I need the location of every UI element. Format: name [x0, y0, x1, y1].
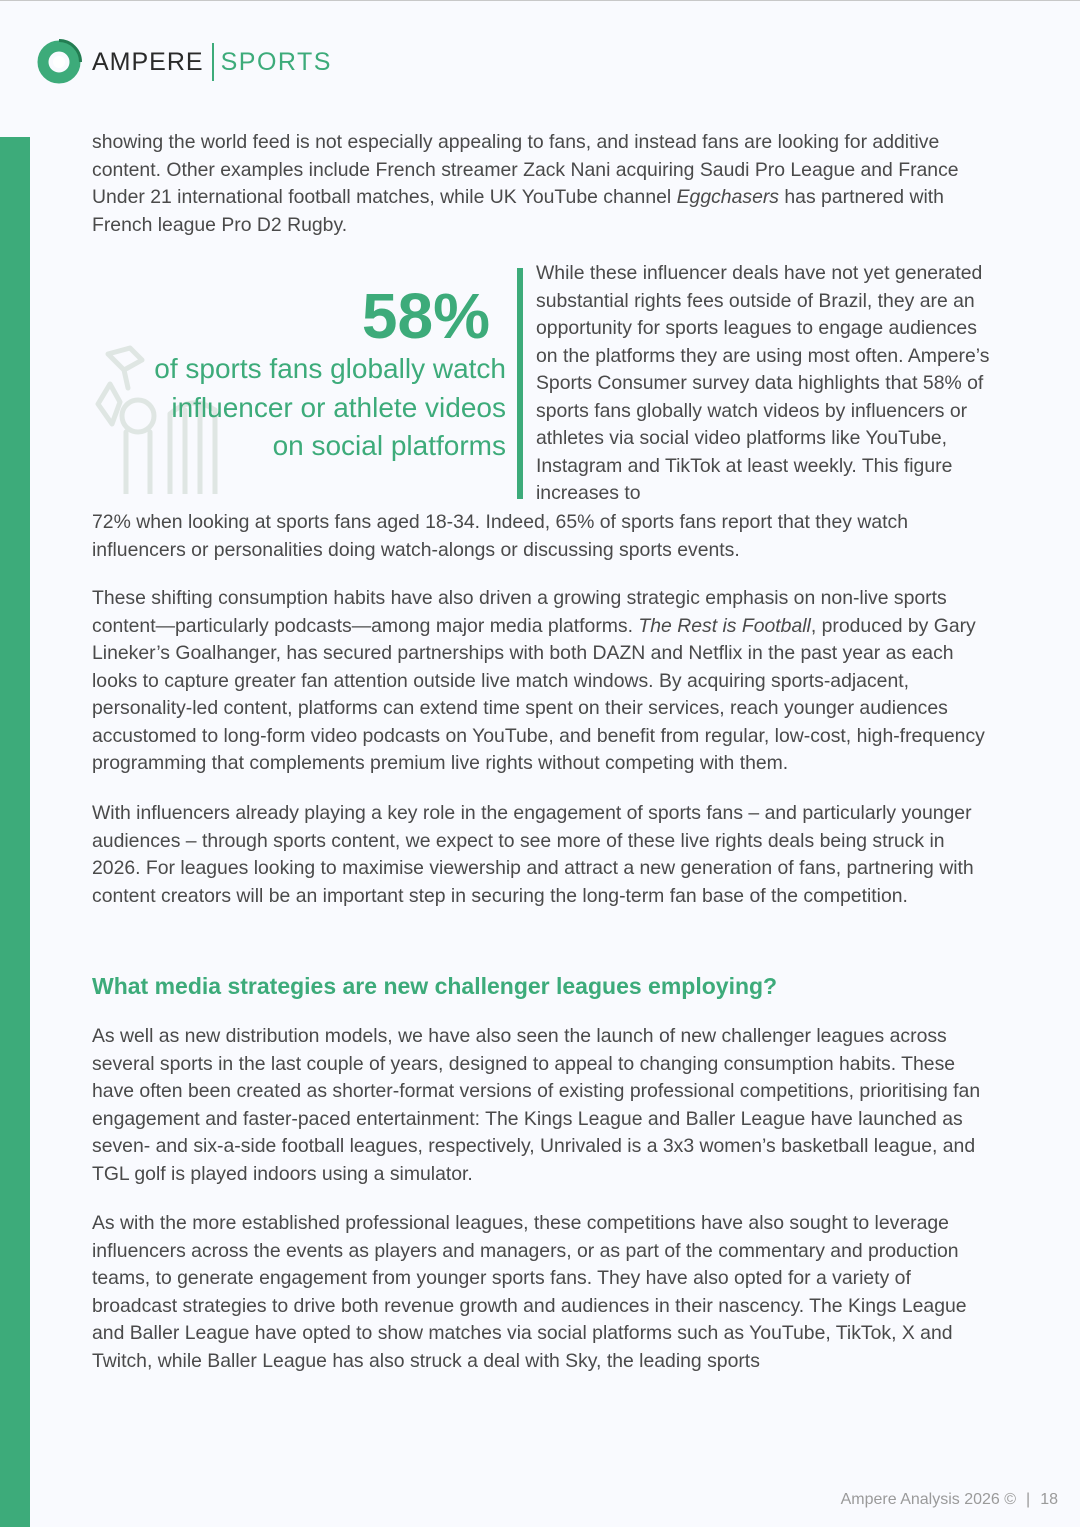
footer-copyright: Ampere Analysis 2026 © [840, 1491, 1017, 1508]
podcasts-italic-title: The Rest is Football [638, 614, 811, 637]
intro-paragraph [92, 129, 992, 239]
section-heading: What media strategies are new challenger leagues employing? [92, 973, 778, 999]
intro-italic-channel: Eggchasers [676, 186, 780, 208]
podcasts-text-after: , produced by Gary Lineker’s Goalhanger, has secured partnerships with both DAZN and Netflix in the past year as each looks to capture greater fan attention outside live match windows. By acquiring sports-adjacent, personality-led content, platforms can extend time spent on their services, reach younger audiences accustomed to long-form video podcasts on YouTube, and benefit from regular, low-cost, high-frequency programming that complements premium live rights without competing with them. [92, 614, 985, 774]
page-number: 18 [1040, 1491, 1058, 1508]
side-paragraph: While these influencer deals have not yet generated substantial rights fees outside of Brazil, they are an opportunity for sports leagues to engage audiences on the platforms they are using most often. Ampere’s Sports Consumer survey data highlights that 58% of sports fans globally watch videos by influencers or athletes via social video platforms like YouTube, Instagram and TikTok at least weekly. This figure increases to [536, 262, 990, 504]
brand-name-sports: SPORTS [220, 47, 332, 76]
top-border [0, 0, 1080, 1]
ampere-ring-logo-icon [36, 39, 82, 85]
side-paragraph-continuation: 72% when looking at sports fans aged 18-34. Indeed, 65% of sports fans report that they watch influencers or personalities doing watch-alongs or discussing sports events. [92, 511, 908, 561]
footer-separator: | [1026, 1491, 1031, 1508]
stat-description-line-3: on social platforms [272, 430, 506, 461]
podcasts-text-before: These shifting consumption habits have also driven a growing strategic emphasis on non-live sports content—particularly podcasts—among major media platforms. [92, 587, 947, 637]
stat-description [86, 350, 506, 466]
stat-callout [86, 262, 510, 502]
ampere-sports-logo [36, 38, 332, 86]
brand-separator [212, 43, 214, 81]
stat-description-line-1: of sports fans globally watch [154, 353, 506, 384]
left-accent-bar [0, 137, 30, 1527]
podcasts-paragraph [92, 585, 992, 778]
stat-description-line-2: influencer or athlete videos [171, 391, 506, 423]
callout-divider [517, 268, 523, 499]
challenger-leagues-paragraph: As well as new distribution models, we have also seen the launch of new challenger leagues across several sports in the last couple of years, designed to appeal to changing consumption habits. These have often been created as shorter-format versions of existing professional competitions, prioritising fan engagement and faster-paced entertainment: The Kings League and Baller League have launched as seven- and six-a-side football leagues, respectively, Unrivaled is a 3x3 women’s basketball league, and TGL golf is played indoors using a simulator. [92, 1025, 981, 1185]
brand-name-ampere: AMPERE [92, 47, 204, 76]
stat-percentage: 58% [361, 280, 490, 352]
page-footer [841, 1489, 1058, 1511]
broadcast-strategies-paragraph: As with the more established professional leagues, these competitions have also sought to leverage influencers across the events as players and managers, or as part of the commentary and production teams, to generate engagement from younger sports fans. They have also opted for a variety of broadcast strategies to drive both revenue growth and audiences in their nascency. The Kings League and Baller League have opted to show matches via social platforms such as YouTube, TikTok, X and Twitch, while Baller League has also struck a deal with Sky, the leading sports [92, 1212, 967, 1372]
intro-text-before: showing the world feed is not especially appealing to fans, and instead fans are looking for additive content. Other examples include French streamer Zack Nani acquiring Saudi Pro League and France Under 21 international football matches, while UK YouTube channel [92, 131, 959, 208]
influencers-paragraph: With influencers already playing a key role in the engagement of sports fans – and particularly younger audiences – through sports content, we expect to see more of these live rights deals being struck in 2026. For leagues looking to maximise viewership and attract a new generation of fans, partnering with content creators will be an important step in securing the long-term fan base of the competition. [92, 802, 974, 907]
intro-text-after: has partnered with French league Pro D2 Rugby. [92, 186, 944, 236]
